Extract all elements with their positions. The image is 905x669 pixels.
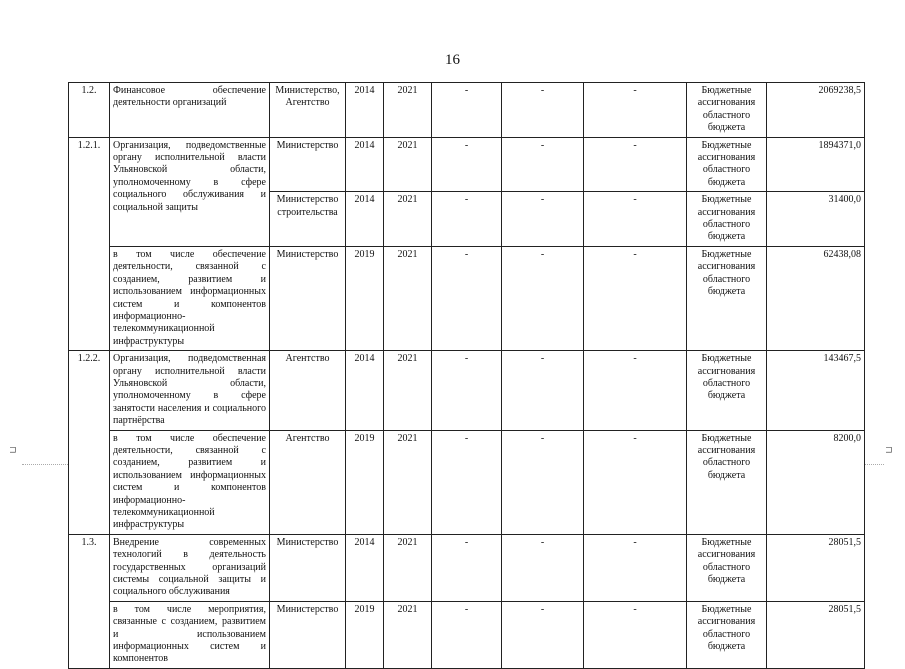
table-row (69, 351, 865, 430)
start-year: 2014 (346, 137, 384, 192)
end-year: 2021 (384, 601, 432, 668)
end-year: 2021 (384, 83, 432, 138)
funding-amount: 28051,5 (767, 534, 865, 601)
funding-amount: 2069238,5 (767, 83, 865, 138)
activity-description: Организация, подведомственные органу исполнительной власти Ульяновской области, уполномоченному в сфере социального обслуживания и социальной защиты (110, 137, 270, 246)
cell-dash: - (432, 601, 502, 668)
row-number: 1.2.1. (69, 137, 110, 351)
executor: Министерство (270, 246, 346, 350)
start-year: 2019 (346, 601, 384, 668)
funding-source: Бюджетные ассигнования областного бюджета (687, 246, 767, 350)
funding-amount: 62438,08 (767, 246, 865, 350)
cell-dash: - (432, 83, 502, 138)
executor: Министерство (270, 137, 346, 192)
funding-source: Бюджетные ассигнования областного бюджета (687, 534, 767, 601)
activity-description: в том числе обеспечение деятельности, связанной с созданием, развитием и использованием информационных систем и компонентов информационно-телекоммуникационной инфраструктуры (110, 246, 270, 350)
cell-dash: - (502, 83, 584, 138)
executor: Агентство (270, 430, 346, 534)
funding-source: Бюджетные ассигнования областного бюджета (687, 601, 767, 668)
cell-dash: - (584, 83, 687, 138)
scan-edge-mark-right: ⊓ (884, 446, 894, 454)
start-year: 2014 (346, 192, 384, 247)
end-year: 2021 (384, 192, 432, 247)
cell-dash: - (432, 430, 502, 534)
cell-dash: - (584, 430, 687, 534)
cell-dash: - (584, 192, 687, 247)
activity-description: Внедрение современных технологий в деятельность государственных организаций системы социальной защиты и социального обслуживания (110, 534, 270, 601)
table-row (69, 430, 865, 534)
start-year: 2014 (346, 83, 384, 138)
scan-artifact-left (22, 464, 68, 466)
executor: Агентство (270, 351, 346, 430)
table-row (69, 246, 865, 350)
activity-description: в том числе мероприятия, связанные с созданием, развитием и использованием информационных систем и компонентов (110, 601, 270, 668)
funding-amount: 31400,0 (767, 192, 865, 247)
start-year: 2014 (346, 534, 384, 601)
cell-dash: - (584, 137, 687, 192)
cell-dash: - (584, 534, 687, 601)
scan-artifact-right (864, 464, 884, 466)
cell-dash: - (584, 246, 687, 350)
executor: Министерство, Агентство (270, 83, 346, 138)
funding-amount: 8200,0 (767, 430, 865, 534)
funding-amount: 1894371,0 (767, 137, 865, 192)
row-number: 1.3. (69, 534, 110, 668)
start-year: 2014 (346, 351, 384, 430)
row-number: 1.2.2. (69, 351, 110, 535)
cell-dash: - (502, 430, 584, 534)
end-year: 2021 (384, 137, 432, 192)
funding-amount: 28051,5 (767, 601, 865, 668)
end-year: 2021 (384, 534, 432, 601)
cell-dash: - (502, 534, 584, 601)
executor: Министерство строительства (270, 192, 346, 247)
activity-description: Финансовое обеспечение деятельности организаций (110, 83, 270, 138)
scan-edge-mark-left: ⊓ (8, 446, 18, 454)
funding-source: Бюджетные ассигнования областного бюджета (687, 351, 767, 430)
funding-source: Бюджетные ассигнования областного бюджета (687, 83, 767, 138)
cell-dash: - (432, 534, 502, 601)
funding-source: Бюджетные ассигнования областного бюджета (687, 192, 767, 247)
page-number: 16 (445, 52, 460, 68)
start-year: 2019 (346, 246, 384, 350)
cell-dash: - (502, 192, 584, 247)
cell-dash: - (432, 246, 502, 350)
table-row (69, 534, 865, 601)
table-row (69, 137, 865, 192)
cell-dash: - (502, 137, 584, 192)
end-year: 2021 (384, 351, 432, 430)
end-year: 2021 (384, 430, 432, 534)
cell-dash: - (584, 601, 687, 668)
funding-source: Бюджетные ассигнования областного бюджета (687, 430, 767, 534)
start-year: 2019 (346, 430, 384, 534)
cell-dash: - (432, 351, 502, 430)
table-row (69, 83, 865, 138)
end-year: 2021 (384, 246, 432, 350)
cell-dash: - (432, 137, 502, 192)
executor: Министерство (270, 534, 346, 601)
table-row (69, 601, 865, 668)
activity-description: Организация, подведомственная органу исполнительной власти Ульяновской области, уполномоченному в сфере занятости населения и социального партнёрства (110, 351, 270, 430)
cell-dash: - (432, 192, 502, 247)
budget-table (68, 82, 865, 669)
row-number: 1.2. (69, 83, 110, 138)
funding-source: Бюджетные ассигнования областного бюджета (687, 137, 767, 192)
cell-dash: - (502, 601, 584, 668)
activity-description: в том числе обеспечение деятельности, связанной с созданием, развитием и использованием информационных систем и компонентов информационно-телекоммуникационной инфраструктуры (110, 430, 270, 534)
cell-dash: - (502, 246, 584, 350)
cell-dash: - (584, 351, 687, 430)
executor: Министерство (270, 601, 346, 668)
cell-dash: - (502, 351, 584, 430)
funding-amount: 143467,5 (767, 351, 865, 430)
